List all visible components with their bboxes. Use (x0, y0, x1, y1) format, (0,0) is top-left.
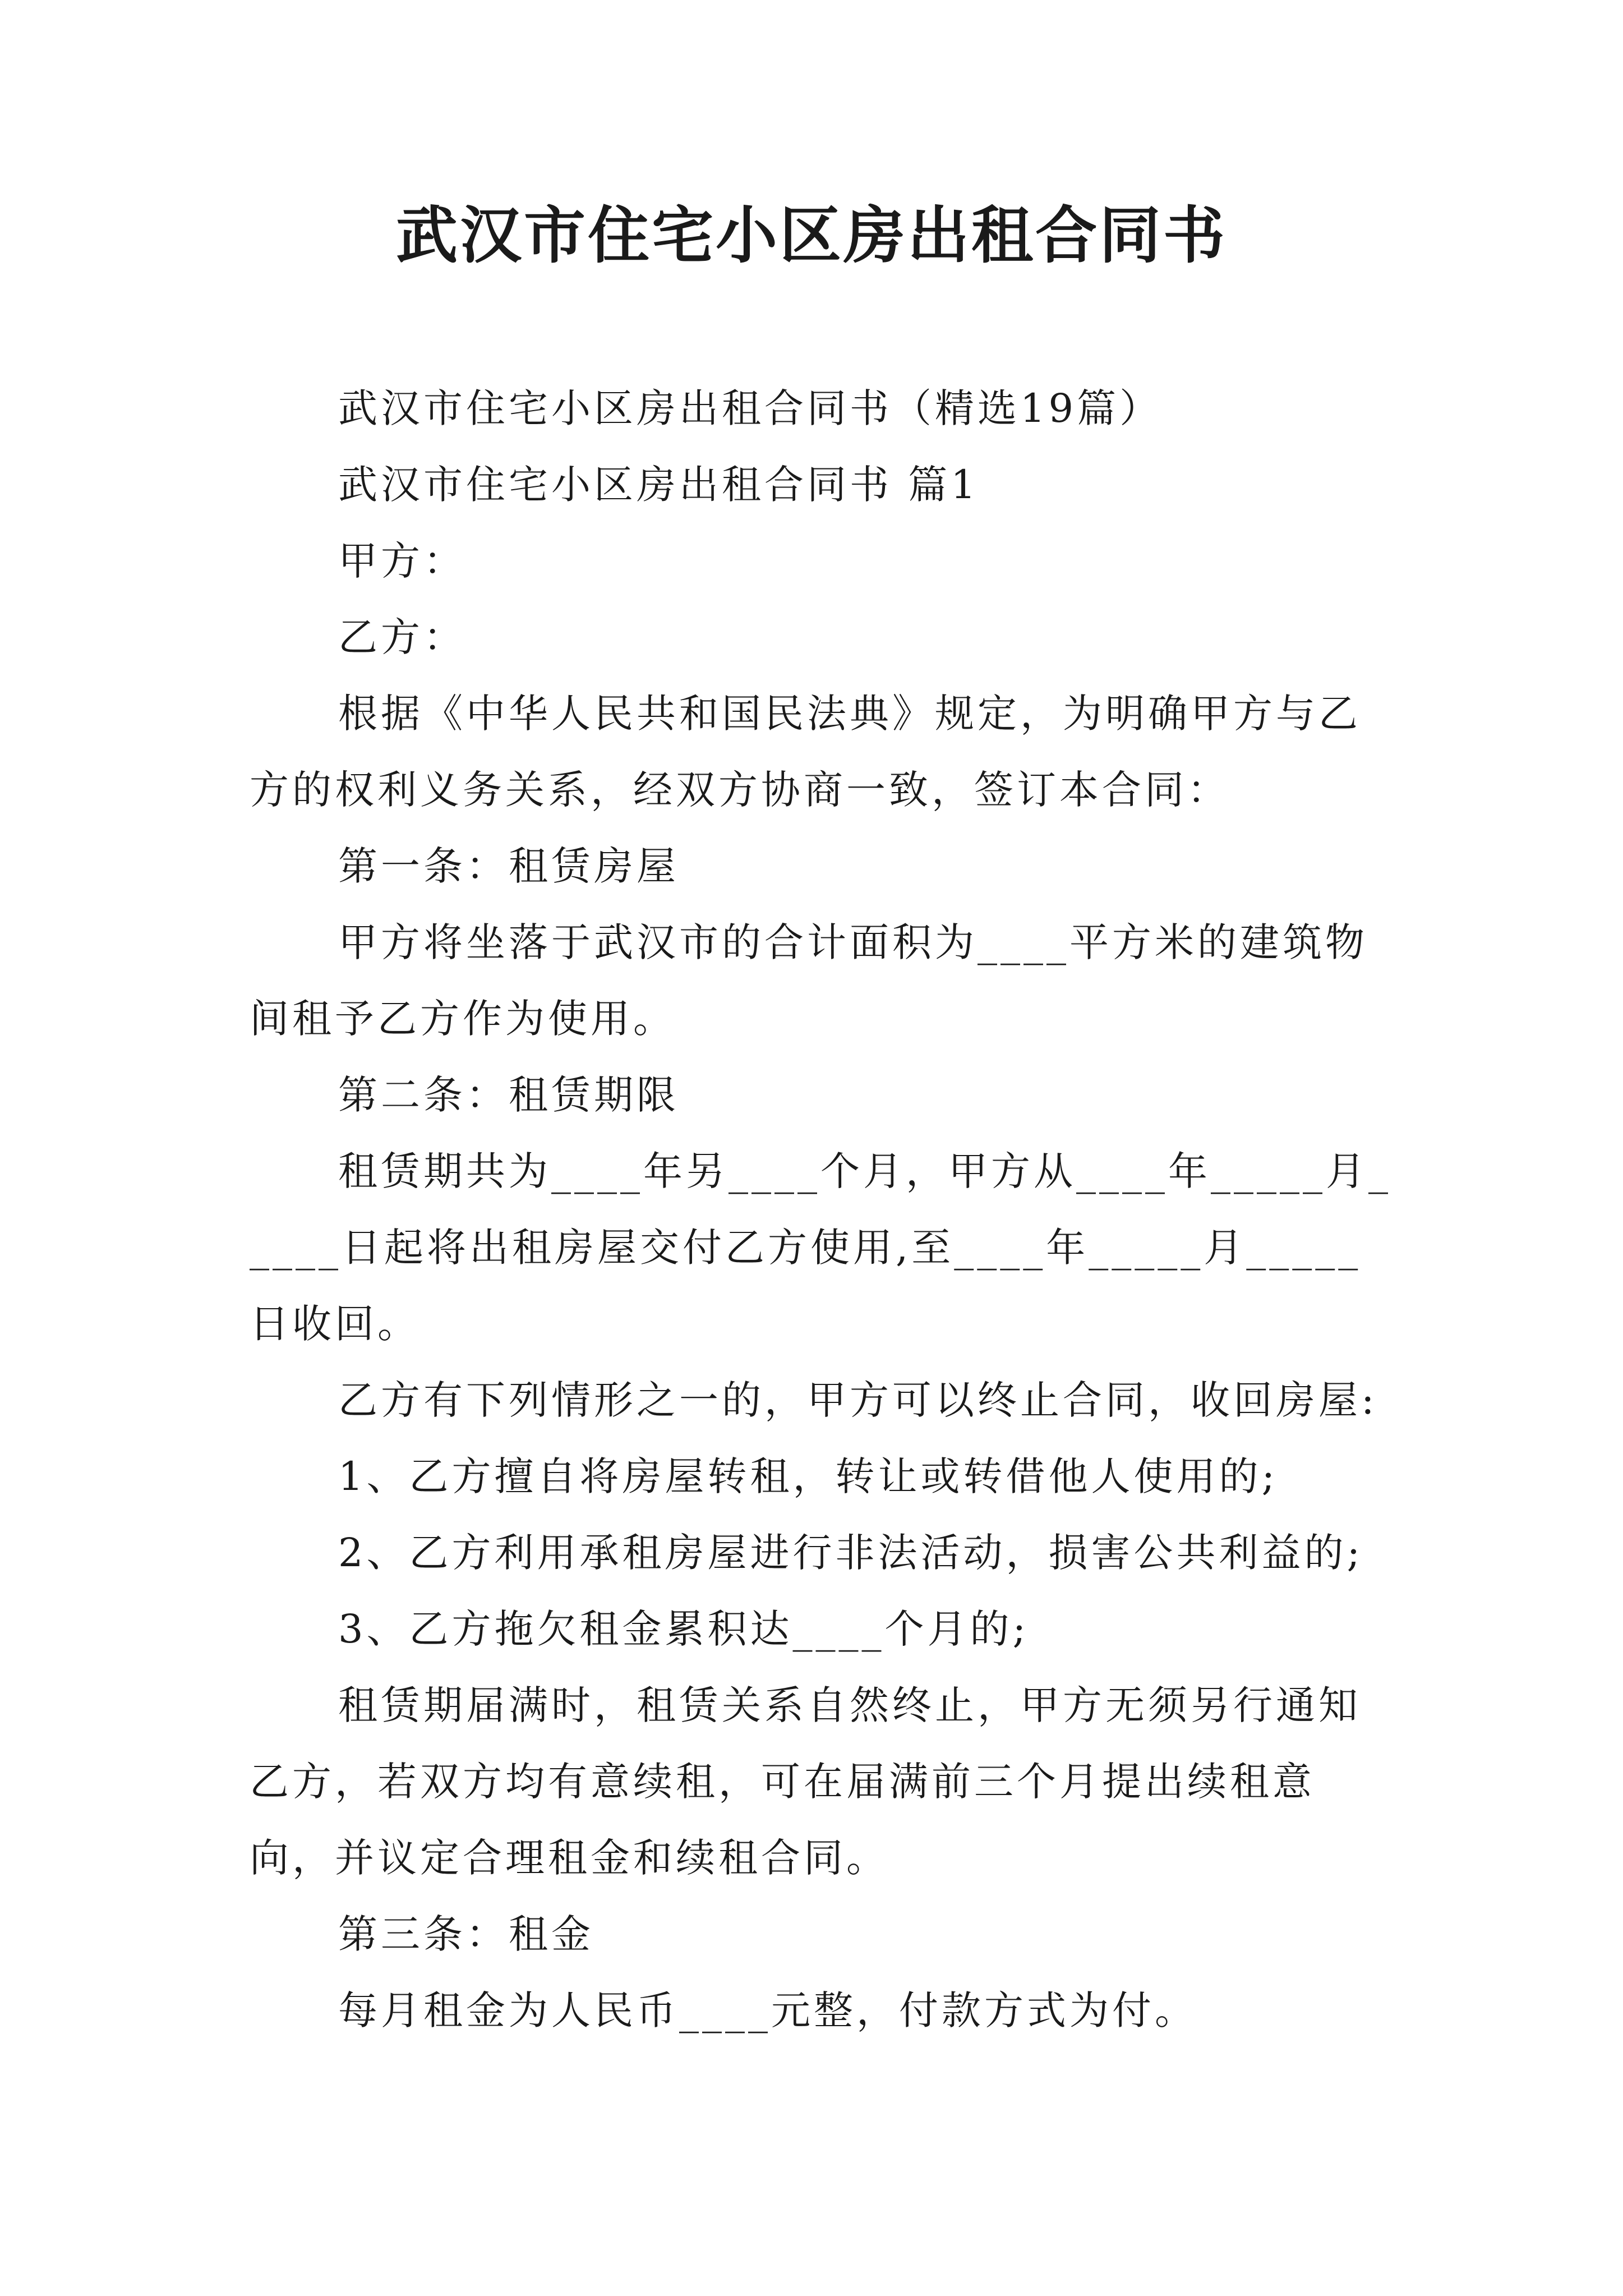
paragraph-termination-item-2: 2、乙方利用承租房屋进行非法活动，损害公共利益的; (338, 1530, 1364, 1576)
paragraph-party-a: 甲方： (338, 538, 466, 584)
paragraph-termination-item-3: 3、乙方拖欠租金累积达____个月的; (338, 1606, 1030, 1652)
document-body (250, 370, 1394, 2049)
paragraph-lease-expiry: 租赁期届满时，租赁关系自然终止，甲方无须另行通知乙方，若双方均有意续租，可在届满前三个月提出续租意向，并议定合理租金和续租合同。 (250, 1682, 1361, 1881)
paragraph-preamble: 根据《中华人民共和国民法典》规定，为明确甲方与乙方的权利义务关系，经双方协商一致，签订本合同： (250, 691, 1361, 813)
paragraph-termination-intro: 乙方有下列情形之一的，甲方可以终止合同，收回房屋: (338, 1377, 1378, 1423)
document-title: 武汉市住宅小区房出租合同书 (396, 199, 1227, 272)
paragraph-heading-part1: 武汉市住宅小区房出租合同书 篇1 (338, 462, 979, 508)
paragraph-heading-collection: 武汉市住宅小区房出租合同书（精选19篇） (338, 385, 1163, 431)
paragraph-article-1-heading: 第一条：租赁房屋 (338, 843, 679, 889)
paragraph-article-3-heading: 第三条：租金 (338, 1911, 594, 1957)
paragraph-lease-term: 租赁期共为____年另____个月，甲方从____年_____月_____日起将出租房屋交付乙方使用,至____年_____月_____日收回。 (250, 1148, 1391, 1347)
paragraph-article-1-body: 甲方将坐落于武汉市的合计面积为____平方米的建筑物间租予乙方作为使用。 (250, 919, 1368, 1042)
paragraph-party-b: 乙方： (338, 614, 466, 660)
paragraph-rent-amount: 每月租金为人民币____元整，付款方式为付。 (338, 1987, 1197, 2033)
paragraph-termination-item-1: 1、乙方擅自将房屋转租，转让或转借他人使用的; (338, 1453, 1279, 1499)
paragraph-article-2-heading: 第二条：租赁期限 (338, 1072, 679, 1118)
